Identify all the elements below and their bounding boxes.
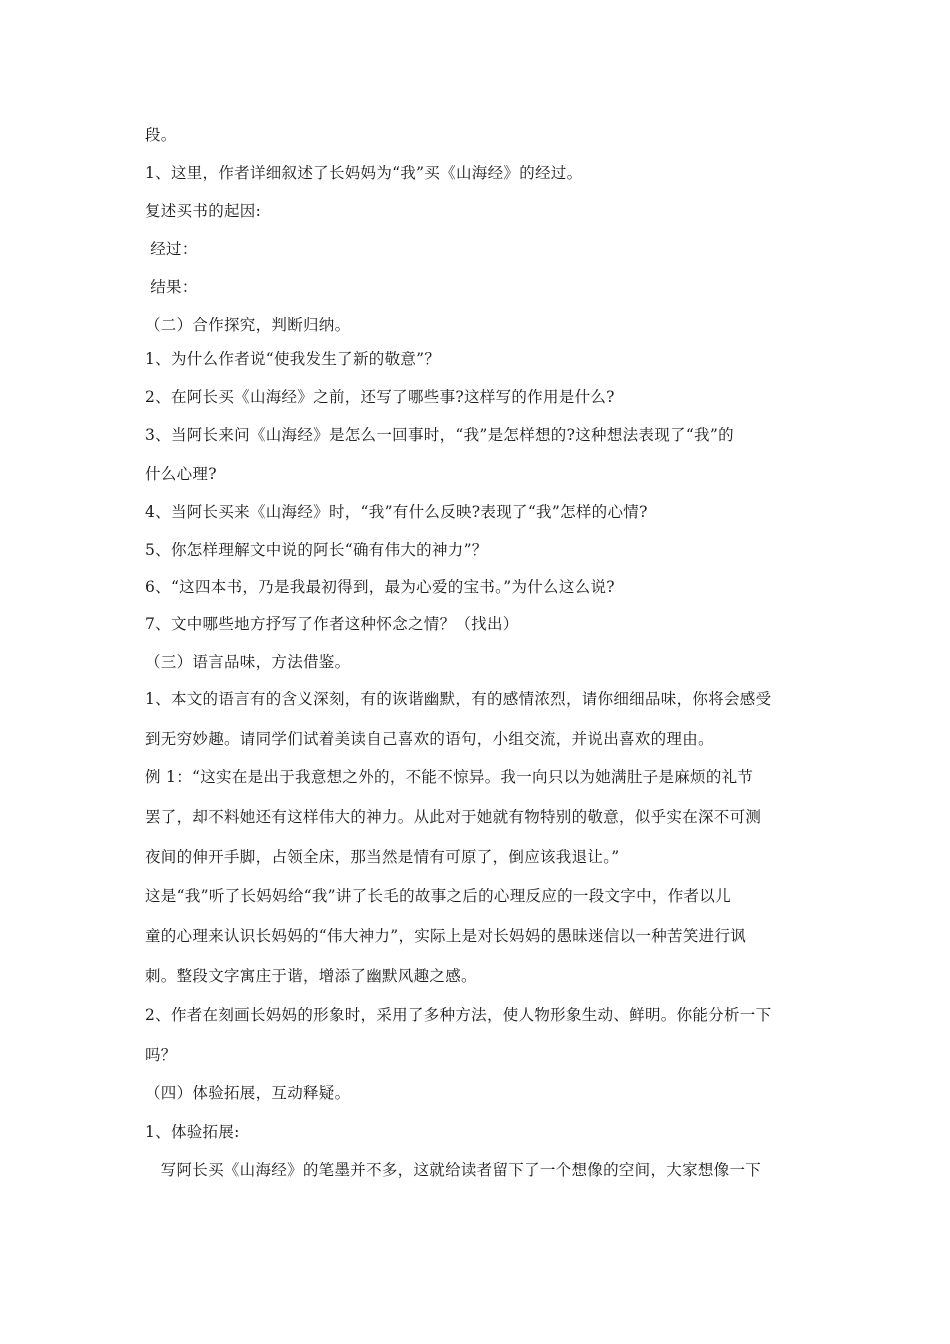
text-line: 复述买书的起因:: [145, 202, 262, 220]
text-line: 到无穷妙趣。请同学们试着美读自己喜欢的语句，小组交流，并说出喜欢的理由。: [145, 730, 714, 748]
text-line: 童的心理来认识长妈妈的“伟大神力”，实际上是对长妈妈的愚昧迷信以一种苦笑进行讽: [145, 927, 747, 945]
text-line: 吗？: [145, 1046, 177, 1064]
text-line: 3、当阿长来问《山海经》是怎么一回事时，“我”是怎样想的?这种想法表现了“我”的: [145, 426, 734, 444]
text-line: 写阿长买《山海经》的笔墨并不多，这就给读者留下了一个想像的空间，大家想像一下: [145, 1161, 762, 1179]
text-line: 1、体验拓展:: [145, 1123, 240, 1141]
text-line: 例 1：“这实在是出于我意想之外的，不能不惊异。我一向只以为她满肚子是麻烦的礼节: [145, 768, 754, 786]
text-line: 什么心理?: [145, 465, 217, 483]
text-line: 2、在阿长买《山海经》之前，还写了哪些事?这样写的作用是什么?: [145, 388, 615, 406]
text-line: 1、这里，作者详细叙述了长妈妈为“我”买《山海经》的经过。: [145, 164, 583, 182]
text-line: 经过：: [145, 240, 198, 258]
text-line: 5、你怎样理解文中说的阿长“确有伟大的神力”？: [145, 541, 488, 559]
text-line: 段。: [145, 126, 177, 144]
text-line: 刺。整段文字寓庄于谐，增添了幽默风趣之感。: [145, 967, 477, 985]
text-line: 1、为什么作者说“使我发生了新的敬意”？: [145, 350, 441, 368]
section-heading: （三）语言品味，方法借鉴。: [145, 653, 351, 671]
text-line: 1、本文的语言有的含义深刻，有的诙谐幽默，有的感情浓烈，请你细细品味，你将会感受: [145, 690, 772, 708]
section-heading: （四）体验拓展，互动释疑。: [145, 1084, 351, 1102]
text-line: 结果：: [145, 278, 198, 296]
text-line: 7、文中哪些地方抒写了作者这种怀念之情？（找出）: [145, 615, 519, 633]
text-line: 6、“这四本书，乃是我最初得到，最为心爱的宝书。”为什么这么说?: [145, 578, 615, 596]
text-line: 这是“我”听了长妈妈给“我”讲了长毛的故事之后的心理反应的一段文字中，作者以儿: [145, 887, 731, 905]
text-line: 2、作者在刻画长妈妈的形象时，采用了多种方法，使人物形象生动、鲜明。你能分析一下: [145, 1006, 772, 1024]
text-line: 4、当阿长买来《山海经》时，“我”有什么反映?表现了“我”怎样的心情?: [145, 503, 648, 521]
text-line: 罢了，却不料她还有这样伟大的神力。从此对于她就有物特别的敬意，似乎实在深不可测: [145, 808, 762, 826]
section-heading: （二）合作探究，判断归纳。: [145, 316, 351, 334]
text-line: 夜间的伸开手脚，占领全床，那当然是情有可原了，倒应该我退让。”: [145, 848, 620, 866]
